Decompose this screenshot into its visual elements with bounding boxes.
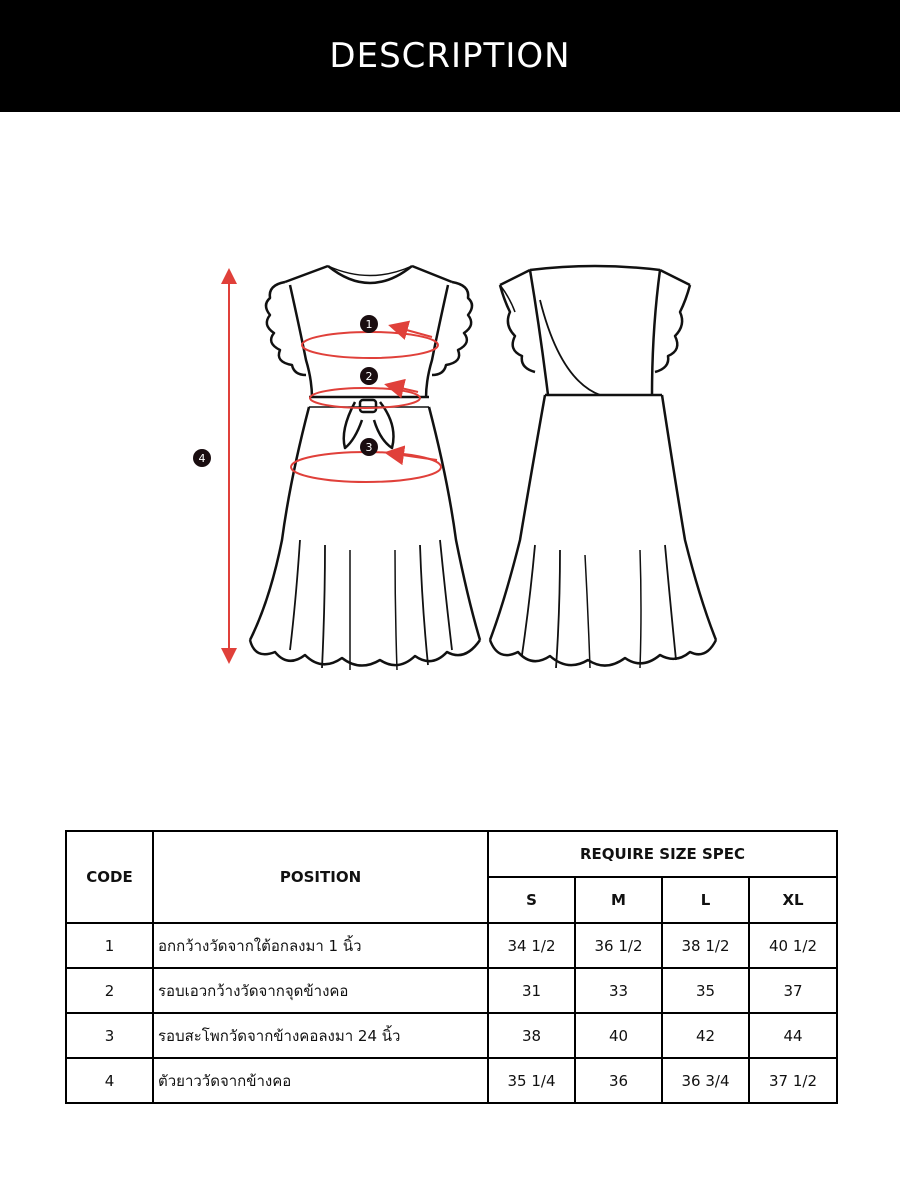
table-row: [66, 1013, 837, 1058]
row-value-l: 35: [662, 968, 749, 1013]
row-position: รอบเอวกว้างวัดจากจุดข้างคอ: [153, 968, 488, 1013]
row-value-m: 33: [575, 968, 662, 1013]
marker-2: [360, 367, 378, 385]
svg-text:3: 3: [365, 441, 373, 454]
row-value-s: 35 1/4: [488, 1058, 575, 1103]
header-code: CODE: [66, 831, 153, 923]
marker-1: [360, 315, 378, 333]
row-value-m: 40: [575, 1013, 662, 1058]
header-bar: [0, 0, 900, 112]
row-value-l: 36 3/4: [662, 1058, 749, 1103]
row-value-m: 36 1/2: [575, 923, 662, 968]
row-value-l: 38 1/2: [662, 923, 749, 968]
header-size-s: S: [488, 877, 575, 923]
dress-illustration: [0, 112, 900, 812]
row-value-xl: 37: [749, 968, 837, 1013]
row-value-s: 31: [488, 968, 575, 1013]
size-spec-table: [65, 830, 838, 1104]
svg-text:4: 4: [198, 452, 206, 465]
dress-figure: [0, 112, 900, 812]
row-code: 3: [66, 1013, 153, 1058]
header-position: POSITION: [153, 831, 488, 923]
svg-text:2: 2: [365, 370, 373, 383]
svg-text:1: 1: [365, 318, 373, 331]
row-code: 1: [66, 923, 153, 968]
row-value-s: 38: [488, 1013, 575, 1058]
marker-3: [360, 438, 378, 456]
measure-lines: [221, 268, 441, 664]
row-value-l: 42: [662, 1013, 749, 1058]
row-value-m: 36: [575, 1058, 662, 1103]
table-row: [66, 1058, 837, 1103]
page-title: DESCRIPTION: [329, 36, 571, 76]
row-value-s: 34 1/2: [488, 923, 575, 968]
row-code: 2: [66, 968, 153, 1013]
row-value-xl: 37 1/2: [749, 1058, 837, 1103]
row-code: 4: [66, 1058, 153, 1103]
row-value-xl: 44: [749, 1013, 837, 1058]
row-position: ตัวยาววัดจากข้างคอ: [153, 1058, 488, 1103]
row-value-xl: 40 1/2: [749, 923, 837, 968]
table-row: [66, 923, 837, 968]
dress-back: [490, 266, 716, 668]
header-spec: REQUIRE SIZE SPEC: [488, 831, 837, 877]
length-arrow-top: [221, 268, 237, 284]
header-size-xl: XL: [749, 877, 837, 923]
marker-4: [193, 449, 211, 467]
header-size-m: M: [575, 877, 662, 923]
bust-ellipse: [302, 332, 438, 358]
header-size-l: L: [662, 877, 749, 923]
row-position: รอบสะโพกวัดจากข้างคอลงมา 24 นิ้ว: [153, 1013, 488, 1058]
table-row: [66, 968, 837, 1013]
row-position: อกกว้างวัดจากใต้อกลงมา 1 นิ้ว: [153, 923, 488, 968]
length-arrow-bottom: [221, 648, 237, 664]
